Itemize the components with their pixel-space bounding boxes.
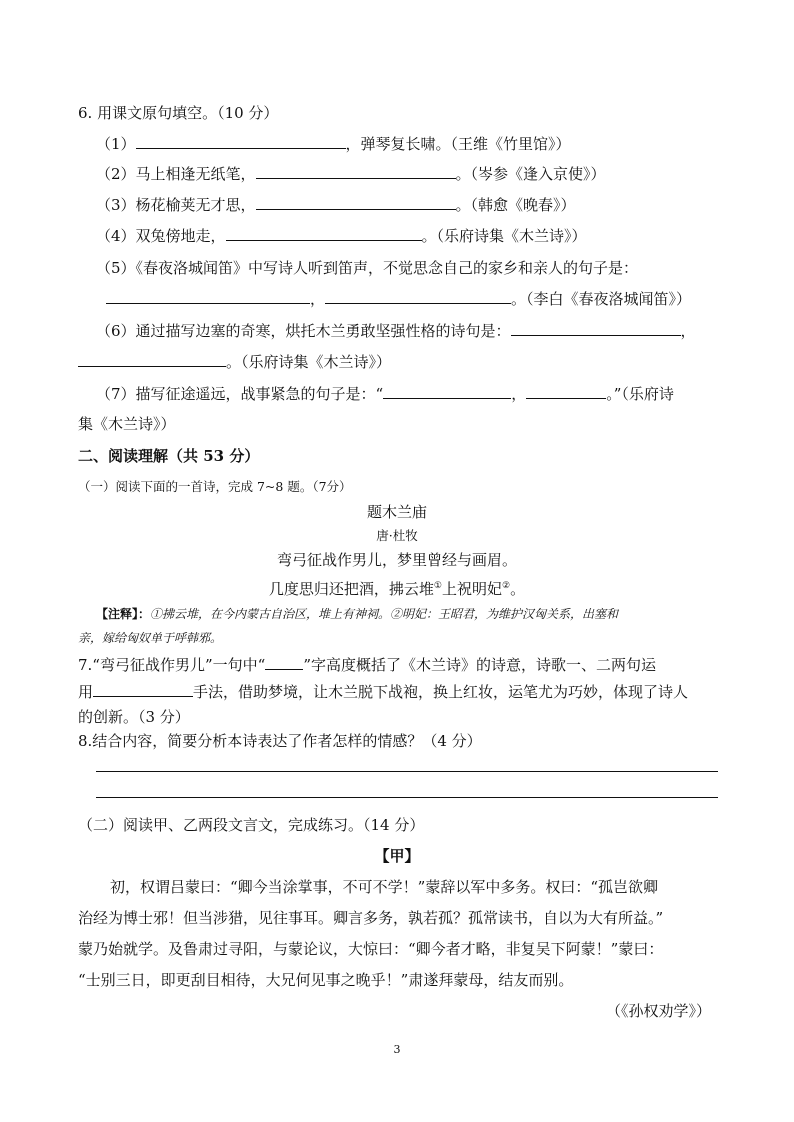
q7-blank-word[interactable] xyxy=(265,655,303,670)
q7-line-1: 7.“弯弓征战作男儿”一句中“ ”字高度概括了《木兰诗》的诗意，诗歌一、二两句运 xyxy=(78,656,656,674)
poem-note: 【注释】：①拂云堆，在今内蒙古自治区，堆上有神祠。②明妃：王昭君，为维护汉匈关系，出塞和 xyxy=(96,607,619,621)
page-number: 3 xyxy=(393,1043,401,1056)
poem-note-cont: 亲，嫁给匈奴单于呼韩邪。 xyxy=(78,631,223,645)
q6-item-1: （1） ，弹琴复长啸。（王维《竹里馆》） xyxy=(96,135,571,153)
blank-6a[interactable] xyxy=(511,321,681,336)
q6-item-5-prompt: （5）《春夜洛城闻笛》中写诗人听到笛声，不觉思念自己的家乡和亲人的句子是： xyxy=(96,259,639,277)
q6-item-3: （3）杨花榆荚无才思， 。（韩愈《晚春》） xyxy=(96,196,576,214)
passage-jia-line: 蒙乃始就学。及鲁肃过寻阳，与蒙论议，大惊曰：“卿今者才略，非复吴下阿蒙！”蒙曰： xyxy=(78,940,664,958)
q7-line-3: 的创新。（3 分） xyxy=(78,708,190,726)
passage-jia-line: 治经为博士邪！但当涉猎，见往事耳。卿言多务，孰若孤？孤常读书，自以为大有所益。” xyxy=(78,909,664,927)
poem-line-2: 几度思归还把酒，拂云堆①上祝明妃②。 xyxy=(268,580,526,598)
passage-jia-line: 初，权谓吕蒙曰：“卿今当涂掌事，不可不学！”蒙辞以军中多务。权曰：“孤岂欲卿 xyxy=(110,878,659,896)
q7-line-2: 用 手法，借助梦境，让木兰脱下战袍，换上红妆，运笔尤为巧妙，体现了诗人 xyxy=(78,683,689,701)
q6-item-6-cont: 。（乐府诗集《木兰诗》） xyxy=(78,352,391,372)
poem-author: 唐·杜牧 xyxy=(376,528,418,543)
q7-blank-technique[interactable] xyxy=(93,682,193,697)
blank-5b[interactable] xyxy=(325,289,511,304)
q6-title: 6. 用课文原句填空。（10 分） xyxy=(78,104,279,122)
q6-item-4: （4）双兔傍地走， 。（乐府诗集《木兰诗》） xyxy=(96,227,587,245)
blank-7a[interactable] xyxy=(383,384,511,399)
q8-question: 8.结合内容，简要分析本诗表达了作者怎样的情感？（4 分） xyxy=(78,732,482,750)
q6-item-6: （6）通过描写边塞的奇寒，烘托木兰勇敢坚强性格的诗句是： ， xyxy=(96,322,696,340)
section2-title: 二、阅读理解（共 53 分） xyxy=(78,447,260,465)
poem-line-1: 弯弓征战作男儿，梦里曾经与画眉。 xyxy=(276,551,517,569)
passage-source: （《孙权劝学》） xyxy=(606,1002,712,1020)
part2-intro: （二）阅读甲、乙两段文言文，完成练习。（14 分） xyxy=(78,816,425,834)
passage-jia-line: “士别三日，即更刮目相待，大兄何见事之晚乎！”肃遂拜蒙母，结友而别。 xyxy=(78,971,574,989)
blank-5a[interactable] xyxy=(106,289,310,304)
q8-answer-line-2[interactable] xyxy=(96,797,718,798)
q6-item-7-cont: 集《木兰诗》） xyxy=(78,415,176,433)
q6-item-5-blanks: ， 。（李白《春夜洛城闻笛》） xyxy=(106,289,691,309)
blank-4[interactable] xyxy=(226,226,422,241)
q6-item-7: （7）描写征途遥远，战事紧急的句子是：“ ， 。”（乐府诗 xyxy=(96,385,674,403)
blank-6b[interactable] xyxy=(78,352,226,367)
blank-1[interactable] xyxy=(136,134,346,149)
poem-title: 题木兰庙 xyxy=(366,503,427,521)
q8-answer-line-1[interactable] xyxy=(96,771,718,772)
q6-item-2: （2）马上相逢无纸笔， 。（岑参《逢入京使》） xyxy=(96,165,606,183)
part1-intro: （一）阅读下面的一首诗，完成 7~8 题。（7分） xyxy=(78,479,352,494)
passage-jia-label: 【甲】 xyxy=(374,847,420,865)
blank-2[interactable] xyxy=(256,164,456,179)
blank-3[interactable] xyxy=(256,195,456,210)
blank-7b[interactable] xyxy=(526,384,606,399)
